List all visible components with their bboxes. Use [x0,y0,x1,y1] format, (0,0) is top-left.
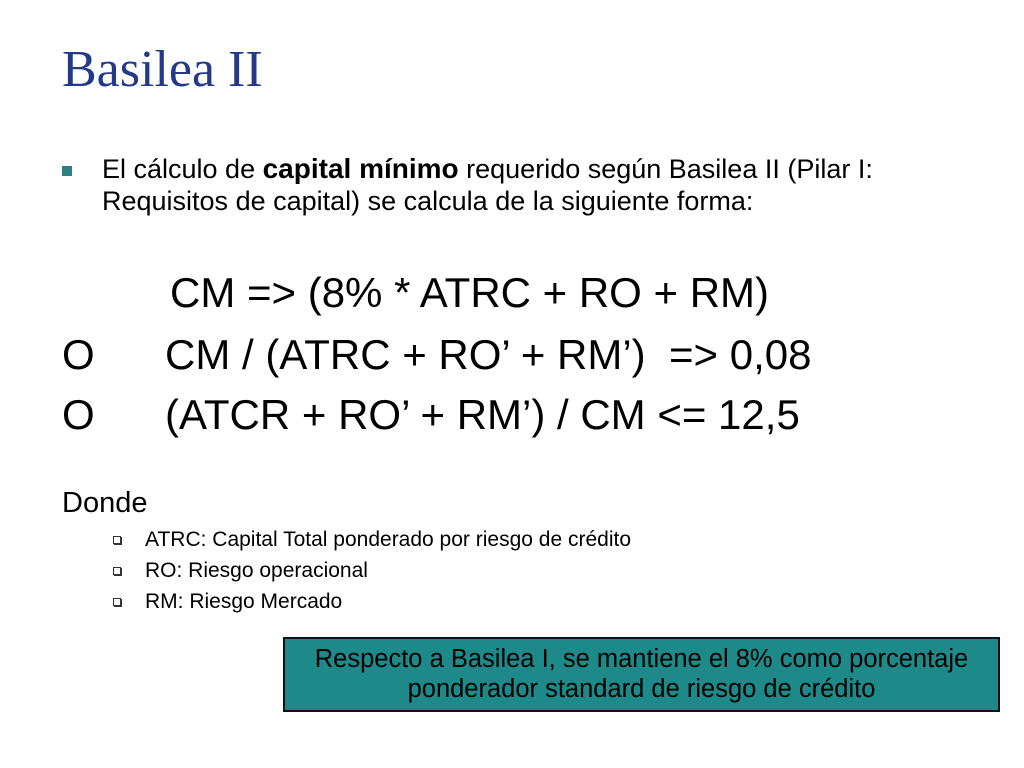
definition-text: ATRC: Capital Total ponderado por riesgo de crédito [145,528,631,551]
formula-3 [0,391,1000,438]
slide-title: Basilea II [62,41,263,98]
definition-text: RM: Riesgo Mercado [145,590,343,613]
formula-expression: (ATCR + RO’ + RM’) / CM <= 12,5 [165,391,800,438]
hollow-square-bullet-icon [113,598,121,606]
list-item [145,591,631,622]
definition-text: RO: Riesgo operacional [145,559,368,582]
formula-marker: O [62,331,95,378]
formula-2 [0,331,1000,378]
intro-suffix: requerido según Basilea II (Pilar I: [458,154,873,184]
hollow-square-bullet-icon [113,536,121,544]
formula-1 [0,269,1000,316]
definitions-list [145,529,631,622]
callout-line-1: Respecto a Basilea I, se mantiene el 8% como porcentaje [314,645,969,673]
intro-continuation: Requisitos de capital) se calcula de la siguiente forma: [102,186,754,216]
intro-emphasis: capital mínimo [262,153,459,184]
list-item [145,560,631,591]
formula-expression: CM / (ATRC + RO’ + RM’) => 0,08 [165,331,812,378]
callout-line-2: ponderador standard de riesgo de crédito [407,675,876,703]
formula-marker: O [62,391,95,438]
formula-expression: CM => (8% * ATRC + RO + RM) [170,269,770,316]
intro-prefix: El cálculo de [102,154,263,184]
definitions-heading: Donde [62,487,148,519]
callout-box [283,637,1000,712]
list-item [145,529,631,560]
square-bullet-icon [62,166,72,176]
hollow-square-bullet-icon [113,567,121,575]
intro-text [102,153,873,217]
